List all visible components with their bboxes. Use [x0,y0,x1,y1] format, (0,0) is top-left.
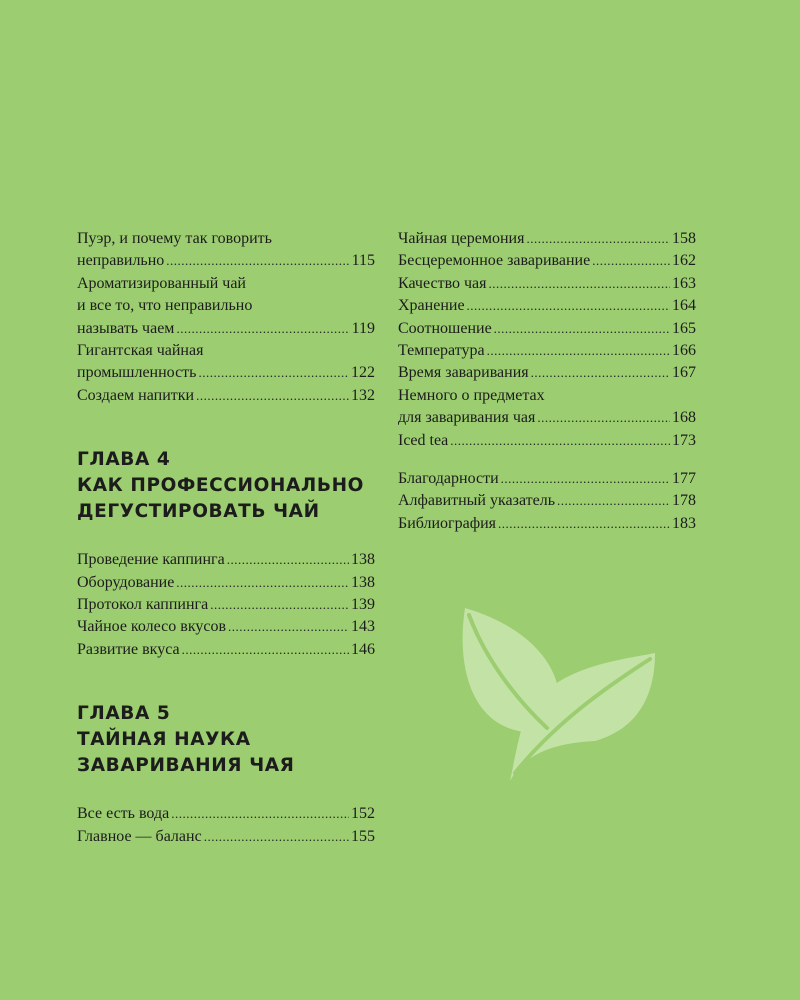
page-number: 132 [351,386,375,404]
page-number: 162 [672,252,696,270]
toc-entry-row [398,513,696,535]
toc-entry-title-line: Чайное колесо вкусов [77,618,227,636]
toc-left-column [77,228,375,848]
chapter-label: ГЛАВА 4 [77,449,171,471]
toc-entry-row [398,228,696,250]
toc-entry [77,228,375,273]
toc-entry [398,340,696,362]
toc-entry [398,490,696,512]
dot-leader [592,250,670,272]
page-number: 155 [351,827,375,845]
toc-right-column [398,228,696,535]
page-number: 177 [672,470,696,488]
toc-entry [398,250,696,272]
dot-leader [204,826,349,848]
toc-entry-title-line: неправильно [77,252,165,270]
toc-entry-title-line: называть чаем [77,319,175,337]
chapter-heading [77,447,375,525]
page-number: 183 [672,514,696,532]
toc-entry-row [398,490,696,512]
toc-entry-row [77,639,375,661]
page-number: 138 [351,551,375,569]
toc-entry-title-line: Ароматизированный чай [77,274,246,292]
toc-entry [398,228,696,250]
toc-entry-title-line: Хранение [398,297,465,315]
page-number: 152 [351,805,375,823]
toc-entry [77,616,375,638]
toc-entry-row [77,594,375,616]
dot-leader [487,340,670,362]
toc-entry-row [398,468,696,490]
page-number: 115 [351,252,375,270]
dot-leader [537,407,670,429]
page-number: 138 [351,573,375,591]
page-number: 173 [672,431,696,449]
toc-entry-title-line: Главное — баланс [77,827,202,845]
toc-entry [77,594,375,616]
dot-leader [467,295,670,317]
dot-leader [171,803,349,825]
toc-entry-title-line: Чайная церемония [398,230,525,247]
toc-entry-title-line: Пуэр, и почему так говорить [77,230,272,247]
toc-entry-title-line: Все есть вода [77,805,170,823]
page-number: 139 [351,596,375,614]
page-number: 143 [351,618,375,636]
dot-leader [501,468,670,490]
toc-entry-title-line: и все то, что неправильно [77,297,253,315]
toc-entry-row [77,549,375,571]
page-number: 146 [351,640,375,658]
chapter-title-line: ЗАВАРИВАНИЯ ЧАЯ [77,755,295,777]
toc-entry-row [77,572,375,594]
toc-entry [398,430,696,452]
dot-leader [196,385,349,407]
toc-entry-row [77,250,375,272]
toc-entry [398,468,696,490]
toc-entry [398,295,696,317]
page-number: 163 [672,274,696,292]
toc-entry-title-line: промышленность [77,364,197,382]
page-number: 178 [672,492,696,510]
dot-leader [227,549,349,571]
toc-entry-title-line: Проведение каппинга [77,551,225,569]
dot-leader [489,273,670,295]
page-number: 166 [672,342,696,360]
page-number: 122 [351,364,375,382]
toc-entry-title-line: Развитие вкуса [77,640,180,658]
dot-leader [531,362,670,384]
toc-entry-title-line: Время заваривания [398,364,529,382]
dot-leader [166,250,349,272]
toc-entry-row [398,407,696,429]
toc-entry-row [398,295,696,317]
page-number: 164 [672,297,696,315]
toc-group [398,468,696,535]
page-number: 165 [672,319,696,337]
toc-entry [398,318,696,340]
toc-entry [77,549,375,571]
dot-leader [498,513,670,535]
toc-entry-title-line: Немного о предметах [398,386,545,404]
toc-entry [77,803,375,825]
dot-leader [450,430,670,452]
toc-entry-row [77,318,375,340]
dot-leader [526,228,670,250]
toc-entry [398,385,696,430]
toc-entry [398,513,696,535]
dot-leader [494,318,670,340]
chapter-label: ГЛАВА 5 [77,703,171,725]
toc-entry-title-line: Температура [398,342,485,360]
chapter-heading [77,701,375,779]
tea-leaves-icon [455,603,660,783]
toc-entry [77,572,375,594]
toc-entry-title-line: Гигантская чайная [77,342,204,360]
page-number: 158 [672,230,696,247]
toc-entry-row [398,273,696,295]
toc-entry-title-line: Создаем напитки [77,386,195,404]
dot-leader [176,318,349,340]
dot-leader [176,572,349,594]
page-number: 167 [672,364,696,382]
toc-entry-title-line: Бесцеремонное заваривание [398,252,591,270]
toc-entry-title-line: Iced tea [398,431,449,449]
toc-entry-row [398,362,696,384]
toc-entry-row [398,318,696,340]
toc-entry-row [77,616,375,638]
dot-leader [210,594,349,616]
toc-entry-row [77,826,375,848]
toc-entry-row [77,803,375,825]
toc-entry-title-line: Соотношение [398,319,492,337]
toc-entry-title-line: для заваривания чая [398,409,536,427]
toc-entry-row [398,340,696,362]
toc-group [398,228,696,452]
toc-entry-title-line: Оборудование [77,573,175,591]
toc-entry [398,362,696,384]
toc-entry [398,273,696,295]
toc-entry [77,273,375,340]
page-number: 119 [351,319,375,337]
toc-entry [77,639,375,661]
toc-entry-title-line: Библиография [398,514,496,532]
dot-leader [557,490,670,512]
toc-group [77,803,375,848]
chapter-title-line: ТАЙНАЯ НАУКА [77,729,251,751]
toc-entry-title-line: Благодарности [398,470,499,488]
chapter-title-line: КАК ПРОФЕССИОНАЛЬНО [77,475,364,497]
toc-entry [77,385,375,407]
page-number: 168 [672,409,696,427]
dot-leader [182,639,349,661]
toc-entry [77,826,375,848]
toc-entry-row [77,385,375,407]
toc-entry-row [77,362,375,384]
toc-entry [77,340,375,385]
dot-leader [228,616,349,638]
toc-entry-title-line: Протокол каппинга [77,596,209,614]
toc-group [77,549,375,661]
dot-leader [198,362,349,384]
toc-entry-row [398,250,696,272]
toc-entry-row [398,430,696,452]
chapter-title-line: ДЕГУСТИРОВАТЬ ЧАЙ [77,501,320,523]
toc-entry-title-line: Качество чая [398,274,487,292]
toc-entry-title-line: Алфавитный указатель [398,492,556,510]
toc-group [77,228,375,407]
